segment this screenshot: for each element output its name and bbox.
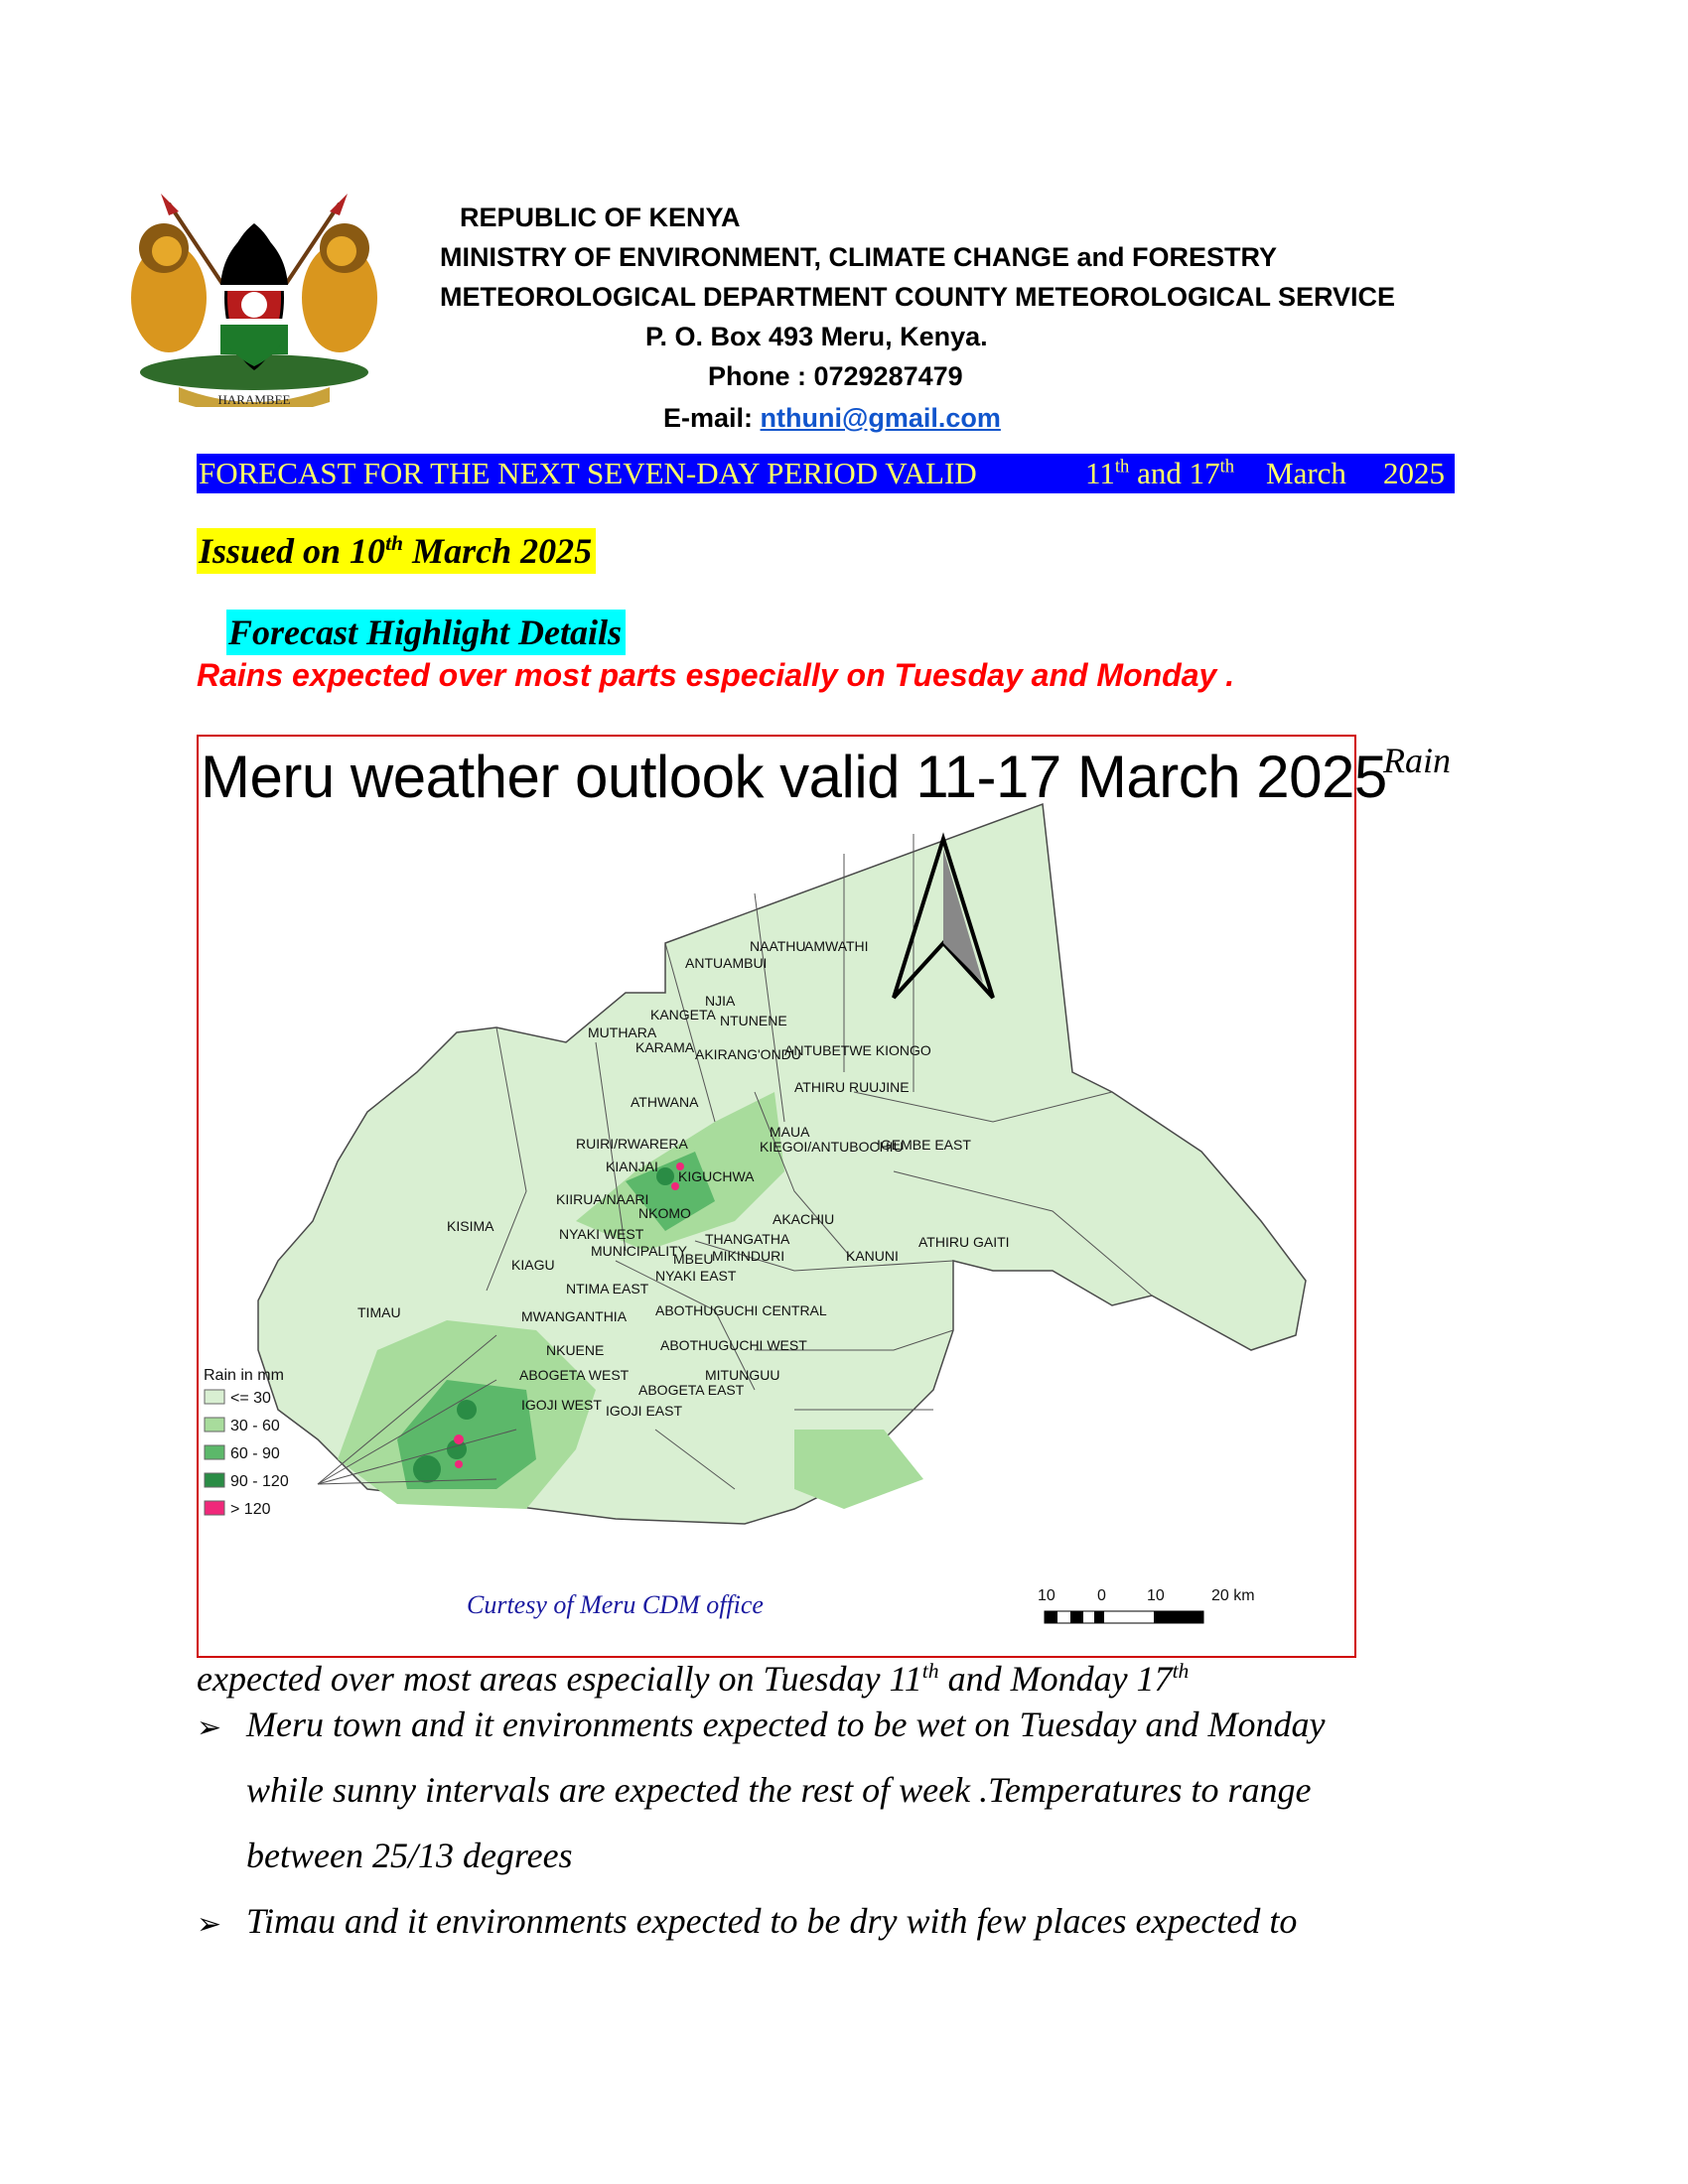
bullet1-line3: between 25/13 degrees [246, 1836, 573, 1875]
legend-label: <= 30 [230, 1390, 271, 1407]
header-email [663, 403, 1001, 434]
ward-label: MWANGANTHIA [521, 1308, 628, 1324]
email-label: E-mail: [663, 403, 754, 433]
forecast-highlight-text: Rains expected over most parts especially on Tuesday and Monday . [197, 657, 1235, 693]
bullet2-line1: Timau and it environments expected to be dry with few places expected to [246, 1901, 1298, 1941]
header-republic: REPUBLIC OF KENYA [460, 203, 741, 232]
ward-label: KIGUCHWA [678, 1168, 755, 1184]
ward-label: KIAGU [511, 1257, 555, 1273]
scale-bar [1038, 1587, 1255, 1623]
ward-label: KARAMA [635, 1039, 695, 1055]
scale-label: 10 [1147, 1587, 1165, 1604]
rain-cell-90-120 [656, 1167, 674, 1185]
coat-of-arms-logo [109, 194, 399, 407]
ward-label: ANTUBETWE KIONGO [784, 1042, 931, 1058]
ward-label: KANGETA [650, 1007, 716, 1023]
ward-label: KISIMA [447, 1218, 494, 1234]
map-credit: Curtesy of Meru CDM office [467, 1590, 764, 1619]
motto-text: HARAMBEE [217, 392, 291, 407]
rain-cell-over-120 [454, 1434, 464, 1444]
ward-label: IGOJI WEST [521, 1397, 602, 1413]
rain-cell-over-120 [455, 1460, 463, 1468]
ward-label: ABOTHUGUCHI CENTRAL [655, 1302, 827, 1318]
ward-label: NTIMA EAST [566, 1281, 649, 1297]
ward-label: AMWATHI [804, 938, 869, 954]
bullet1-line1: Meru town and it environments expected to be wet on Tuesday and Monday [246, 1705, 1326, 1744]
rain-cell-90-120 [413, 1455, 441, 1483]
ward-label: NJIA [705, 993, 736, 1009]
header-department: METEOROLOGICAL DEPARTMENT COUNTY METEOROLOGICAL SERVICE [440, 282, 1396, 312]
legend-swatch [205, 1445, 224, 1459]
forecast-month: March [1266, 456, 1346, 490]
header-ministry: MINISTRY OF ENVIRONMENT, CLIMATE CHANGE and FORESTRY [440, 242, 1278, 272]
ward-label: NYAKI EAST [655, 1268, 737, 1284]
ward-label: KIEGOI/ANTUBOCHIU [760, 1139, 904, 1155]
ward-label: RUIRI/RWARERA [576, 1136, 688, 1152]
map-title: Meru weather outlook valid 11-17 March 2025 [201, 744, 1387, 810]
forecast-prefix: FORECAST FOR THE NEXT SEVEN-DAY PERIOD VALID [199, 456, 977, 490]
ward-label: NAATHU [750, 938, 806, 954]
ward-label: ATHIRU GAITI [918, 1234, 1010, 1250]
legend-label: 90 - 120 [230, 1473, 289, 1490]
ward-label: THANGATHA [705, 1231, 790, 1247]
legend-label: 30 - 60 [230, 1418, 280, 1434]
legend-title: Rain in mm [204, 1367, 284, 1384]
scale-label: 10 [1038, 1587, 1055, 1604]
ward-label: ABOTHUGUCHI WEST [660, 1337, 807, 1353]
ward-label: IGEMBE EAST [877, 1137, 971, 1153]
ward-label: NTUNENE [720, 1013, 787, 1028]
ward-label: NKUENE [546, 1342, 605, 1358]
ward-label: MUTHARA [588, 1024, 657, 1040]
forecast-validity-bar [197, 454, 1455, 493]
arrow-bullet-icon: ➢ [197, 1710, 222, 1745]
forecast-dates: 11th and 17th [1085, 456, 1235, 490]
ward-label: ATHIRU RUUJINE [794, 1079, 910, 1095]
ward-label: KIANJAI [606, 1159, 658, 1174]
ward-label: KIIRUA/NAARI [556, 1191, 649, 1207]
ward-label: KANUNI [846, 1248, 899, 1264]
meru-rainfall-map [199, 794, 1354, 1656]
legend-swatch [205, 1473, 224, 1487]
legend-swatch [205, 1418, 224, 1432]
ward-label: ABOGETA WEST [519, 1367, 630, 1383]
legend-swatch [205, 1390, 224, 1404]
ward-label: MITUNGUU [705, 1367, 780, 1383]
ward-label: MBEU [673, 1251, 714, 1267]
scale-label: 0 [1097, 1587, 1106, 1604]
header-phone: Phone : 0729287479 [708, 361, 963, 391]
ward-label: NKOMO [638, 1205, 691, 1221]
scale-label: 20 km [1211, 1587, 1255, 1604]
ward-label: IGOJI EAST [606, 1403, 683, 1419]
ward-label: ABOGETA EAST [638, 1382, 745, 1398]
ward-label: MAUA [770, 1124, 810, 1140]
ward-label: AKACHIU [773, 1211, 835, 1227]
forecast-year: 2025 [1383, 456, 1445, 490]
legend-swatch [205, 1501, 224, 1515]
email-link[interactable]: nthuni@gmail.com [760, 403, 1001, 433]
legend-label: 60 - 90 [230, 1445, 280, 1462]
bullet1-line2: while sunny intervals are expected the rest of week .Temperatures to range [246, 1770, 1312, 1810]
ward-label: ANTUAMBUI [685, 955, 768, 971]
header-po-box: P. O. Box 493 Meru, Kenya. [645, 322, 988, 351]
ward-label: TIMAU [357, 1304, 401, 1320]
ward-label: MIKINDURI [712, 1248, 785, 1264]
legend-label: > 120 [230, 1501, 271, 1518]
ward-label: ATHWANA [631, 1094, 699, 1110]
arrow-bullet-icon: ➢ [197, 1907, 222, 1942]
issued-date: Issued on 10th March 2025 [197, 528, 596, 574]
ward-label: MUNICIPALITY [591, 1243, 687, 1259]
ward-label: AKIRANG'ONDU [695, 1046, 801, 1062]
forecast-highlight-title: Forecast Highlight Details [226, 610, 626, 655]
rain-cell-90-120 [457, 1400, 477, 1420]
rain-continuation-line: expected over most areas especially on Tuesday 11th and Monday 17th [197, 1659, 1190, 1699]
side-text-rain: Rain [1383, 741, 1451, 780]
ward-label: NYAKI WEST [559, 1226, 644, 1242]
